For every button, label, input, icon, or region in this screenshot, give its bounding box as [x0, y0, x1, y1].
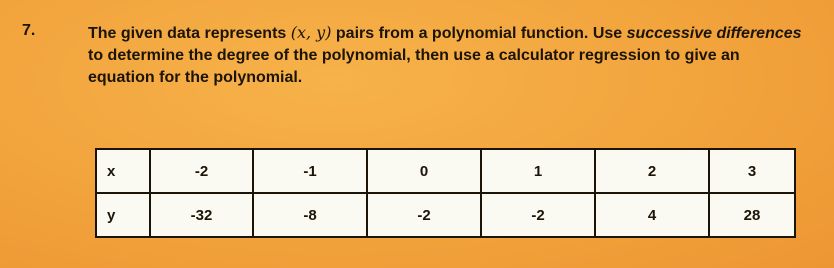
x-cell: 2: [595, 149, 709, 193]
x-cell: -2: [150, 149, 253, 193]
y-row: [96, 193, 795, 237]
x-row: [96, 149, 795, 193]
x-header: x: [96, 149, 150, 193]
x-cell: 3: [709, 149, 795, 193]
problem-intro: The given data represents: [88, 25, 291, 42]
y-cell: 4: [595, 193, 709, 237]
problem-mid: pairs from a polynomial function. Use: [331, 25, 627, 42]
x-cell: 1: [481, 149, 595, 193]
xy-pair: (x, y): [290, 23, 332, 42]
y-cell: -2: [367, 193, 481, 237]
problem-number: 7.: [22, 22, 36, 39]
y-cell: -32: [150, 193, 253, 237]
problem-end: to determine the degree of the polynomial, then use a calculator regression to give an equation for the polynomial.: [88, 47, 740, 86]
problem-text: [88, 22, 808, 89]
successive-differences: successive differences: [626, 25, 802, 42]
y-cell: 28: [709, 193, 795, 237]
y-cell: -2: [481, 193, 595, 237]
y-header: y: [96, 193, 150, 237]
x-cell: -1: [253, 149, 367, 193]
data-table: [95, 148, 796, 238]
y-cell: -8: [253, 193, 367, 237]
x-cell: 0: [367, 149, 481, 193]
